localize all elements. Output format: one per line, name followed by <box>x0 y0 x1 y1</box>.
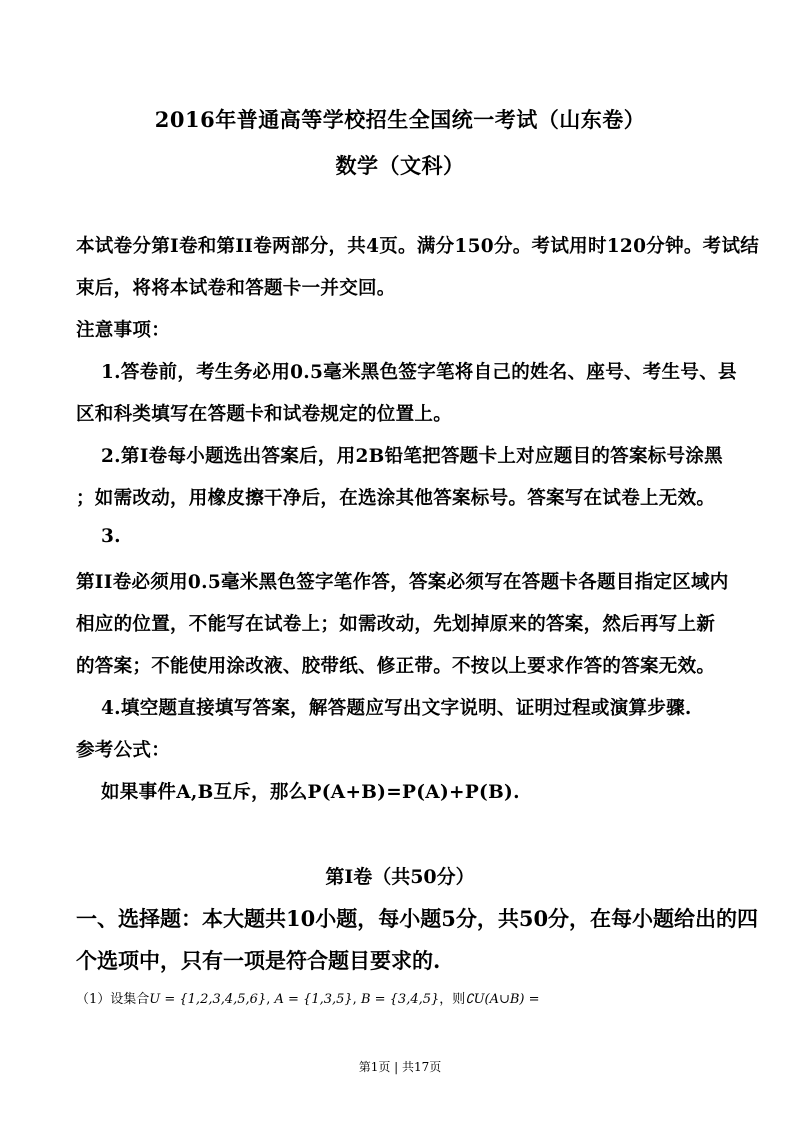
note-1-line-2: 区和科类填写在答题卡和试卷规定的位置上。 <box>76 404 453 425</box>
question-1-then: ，则 <box>439 992 466 1007</box>
page-footer: 第1页 | 共17页 <box>358 1060 442 1074</box>
notes-heading: 注意事项： <box>76 320 171 341</box>
note-3-line-1: 第II卷必须用0.5毫米黑色签字笔作答，答案必须写在答题卡各题目指定区域内 <box>76 572 729 593</box>
part-1-title: 第I卷（共50分） <box>325 866 475 888</box>
section-1-line-1: 一、选择题：本大题共10小题，每小题5分，共50分，在每小题给出的四 <box>76 906 759 931</box>
formula-text: 如果事件A,B互斥，那么P(A+B)=P(A)+P(B). <box>101 782 520 803</box>
set-b-expression: B = {3,4,5} <box>360 992 440 1007</box>
note-3-number: 3. <box>101 526 121 547</box>
set-a-expression: A = {1,3,5} <box>274 992 353 1007</box>
exam-title: 2016年普通高等学校招生全国统一考试（山东卷） <box>154 107 646 132</box>
complement-expression: ∁U(A∪B) = <box>465 992 540 1007</box>
set-u-expression: U = {1,2,3,4,5,6} <box>149 992 267 1007</box>
note-4: 4.填空题直接填写答案，解答题应写出文字说明、证明过程或演算步骤. <box>101 698 692 719</box>
exam-subtitle: 数学（文科） <box>335 153 465 178</box>
question-1-prefix: （1）设集合 <box>76 992 150 1007</box>
intro-line-1: 本试卷分第I卷和第II卷两部分，共4页。满分150分。考试用时120分钟。考试结 <box>76 236 760 257</box>
section-1-line-2: 个选项中，只有一项是符合题目要求的. <box>76 948 441 973</box>
note-2-line-1: 2.第I卷每小题选出答案后，用2B铅笔把答题卡上对应题目的答案标号涂黑 <box>101 446 723 467</box>
note-2-line-2: ；如需改动，用橡皮擦干净后，在选涂其他答案标号。答案写在试卷上无效。 <box>76 488 716 509</box>
formula-heading: 参考公式： <box>76 740 171 761</box>
note-1-line-1: 1.答卷前，考生务必用0.5毫米黑色签字笔将自己的姓名、座号、考生号、县 <box>101 362 737 383</box>
question-1: （1）设集合U = {1,2,3,4,5,6}, A = {1,3,5}, B = {3,4,5}，则∁U(A∪B) = <box>76 992 540 1007</box>
note-3-line-2: 相应的位置，不能写在试卷上；如需改动，先划掉原来的答案，然后再写上新 <box>76 614 716 635</box>
intro-line-2: 束后，将将本试卷和答题卡一并交回。 <box>76 278 396 299</box>
note-3-line-3: 的答案；不能使用涂改液、胶带纸、修正带。不按以上要求作答的答案无效。 <box>76 656 716 677</box>
